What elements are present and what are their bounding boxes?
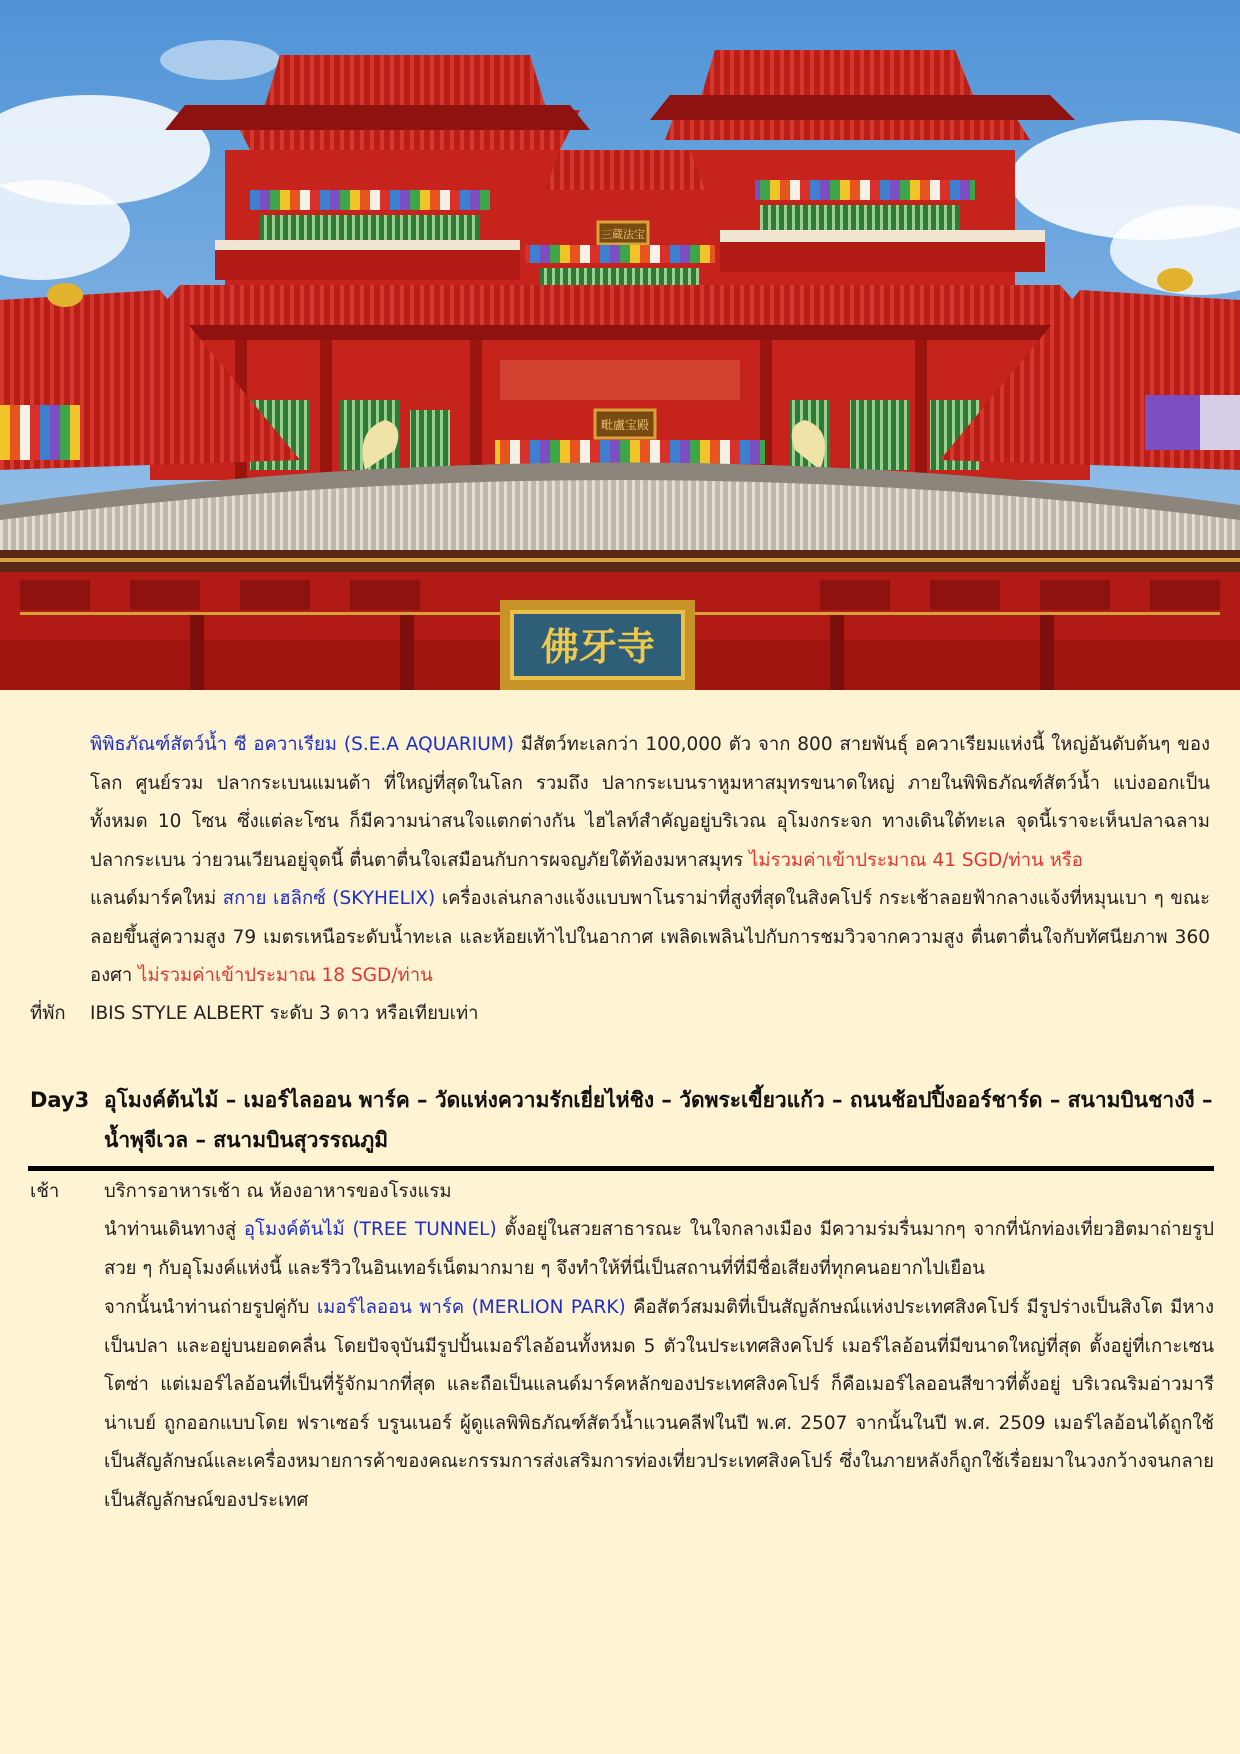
middle-plaque: 毗盧宝殿 [600, 418, 650, 432]
tree-tunnel-paragraph [104, 1211, 1214, 1288]
skyhelix-price: ไม่รวมค่าเข้าประมาณ 18 SGD/ท่าน [138, 965, 433, 986]
day-title: อุโมงค์ต้นไม้ – เมอร์ไลออน พาร์ค – วัดแห่งความรักเยี่ยไห่ชิง – วัดพระเขี้ยวแก้ว – ถนนช้อปปิ้งออร์ชาร์ด – สนามบินชางงี – น้ำพุจีเวล – สนามบินสุวรรณภูมิ [104, 1088, 1213, 1152]
skyhelix-paragraph [90, 880, 1210, 996]
tunnel-text: ตั้งอยู่ในสวยสาธารณะ ในใจกลางเมือง มีความร่มรื่นมากๆ จากที่นักท่องเที่ยวฮิตมาถ่ายรูปสวย ๆ กับอุโมงค์แห่งนี้ และรีวิวในอินเทอร์เน็ตมากมาย ๆ จึงทำให้ที่นี่เป็นสถานที่ที่มีชื่อเสียงที่ทุกคนอยากไปเยือน [104, 1219, 1214, 1279]
temple-plaque: 佛牙寺 [540, 625, 656, 669]
top-plaque: 三蔵法宝 [601, 228, 645, 241]
skyhelix-text: เครื่องเล่นกลางแจ้งแบบพาโนราม่าที่สูงที่สุดในสิงคโปร์ กระเช้าลอยฟ้ากลางแจ้งที่หมุนเบา ๆ ขณะลอยขึ้นสู่ความสูง 79 เมตรเหนือระดับน้ำทะเล และห้อยเท้าไปในอากาศ เพลิดเพลินไปกับการชมวิวจากความสูง ตื่นตาตื่นใจกับทัศนียภาพ 360 องศา [90, 888, 1211, 986]
merlion-intro: จากนั้นนำท่านถ่ายรูปคู่กับ [104, 1297, 317, 1318]
morning-label: เช้า [30, 1181, 60, 1202]
aquarium-paragraph [90, 726, 1210, 880]
merlion-paragraph [104, 1289, 1214, 1520]
tunnel-intro: นำท่านเดินทางสู่ [104, 1219, 244, 1240]
skyhelix-name: สกาย เฮลิกซ์ (SKYHELIX) [222, 888, 436, 909]
day-divider [28, 1166, 1214, 1171]
merlion-text: คือสัตว์สมมติที่เป็นสัญลักษณ์แห่งประเทศสิงคโปร์ มีรูปร่างเป็นสิงโต มีหางเป็นปลา และอยู่บนยอดคลื่น โดยปัจจุบันมีรูปปั้นเมอร์ไลอ้อนทั้งหมด 5 ตัวในประเทศสิงคโปร์ เมอร์ไลอ้อนที่มีขนาดใหญ่ที่สุด ตั้งอยู่ที่เกาะเซนโตซ่า แต่เมอร์ไลอ้อนที่เป็นที่รู้จักมากที่สุด และถือเป็นแลนด์มาร์คหลักของประเทศสิงคโปร์ ก็คือเมอร์ไลออนสีขาวที่ตั้งอยู่ บริเวณริมอ่าวมารีน่าเบย์ ถูกออกแบบโดย ฟราเซอร์ บรูนเนอร์ ผู้ดูแลพิพิธภัณฑ์สัตว์น้ำแวนคลีฟในปี พ.ศ. 2507 จากนั้นในปี พ.ศ. 2509 เมอร์ไลอ้อนได้ถูกใช้เป็นสัญลักษณ์และเครื่องหมายการค้าของคณะกรรมการส่งเสริมการท่องเที่ยวประเทศสิงคโปร์ ซึ่งในภายหลังก็ถูกใช้เรื่อยมาในวงกว้างจนกลายเป็นสัญลักษณ์ของประเทศ [104, 1297, 1214, 1511]
aquarium-price: ไม่รวมค่าเข้าประมาณ 41 SGD/ท่าน หรือ [749, 849, 1083, 871]
aquarium-text: มีสัตว์ทะเลกว่า 100,000 ตัว จาก 800 สายพันธุ์ อควาเรียมแห่งนี้ ใหญ่อันดับต้นๆ ของโลก ศูนย์รวม ปลากระเบนแมนต้า ที่ใหญ่ที่สุดในโลก รวมถึง ปลากระเบนราหูมหาสมุทรขนาดใหญ่ ภายในพิพิธภัณฑ์สัตว์น้ำ แบ่งออกเป็นทั้งหมด 10 โซน ซึ่งแต่ละโซน ก็มีความน่าสนใจแตกต่างกัน ไฮไลท์สำคัญอยู่บริเวณ อุโมงกระจก ทางเดินใต้ทะเล จุดนี้เราจะเห็นปลาฉลาม ปลากระเบน ว่ายวนเวียนอยู่จุดนี้ ตื่นตาตื่นใจเสมือนกับการผจญภัยใต้ท้องมหาสมุทร [90, 734, 1210, 871]
breakfast-text: บริการอาหารเช้า ณ ห้องอาหารของโรงแรม [104, 1181, 452, 1202]
aquarium-name: พิพิธภัณฑ์สัตว์น้ำ ซี อควาเรียม (S.E.A AQUARIUM) [90, 734, 514, 755]
hotel-value: IBIS STYLE ALBERT ระดับ 3 ดาว หรือเทียบเท่า [90, 1003, 479, 1024]
temple-photo [0, 0, 1240, 690]
tunnel-name: อุโมงค์ต้นไม้ (TREE TUNNEL) [243, 1219, 497, 1240]
hotel-label: ที่พัก [30, 1003, 66, 1024]
skyhelix-intro: แลนด์มาร์คใหม่ [90, 888, 223, 909]
merlion-name: เมอร์ไลออน พาร์ค (MERLION PARK) [316, 1297, 626, 1318]
day-label: Day3 [30, 1088, 90, 1112]
